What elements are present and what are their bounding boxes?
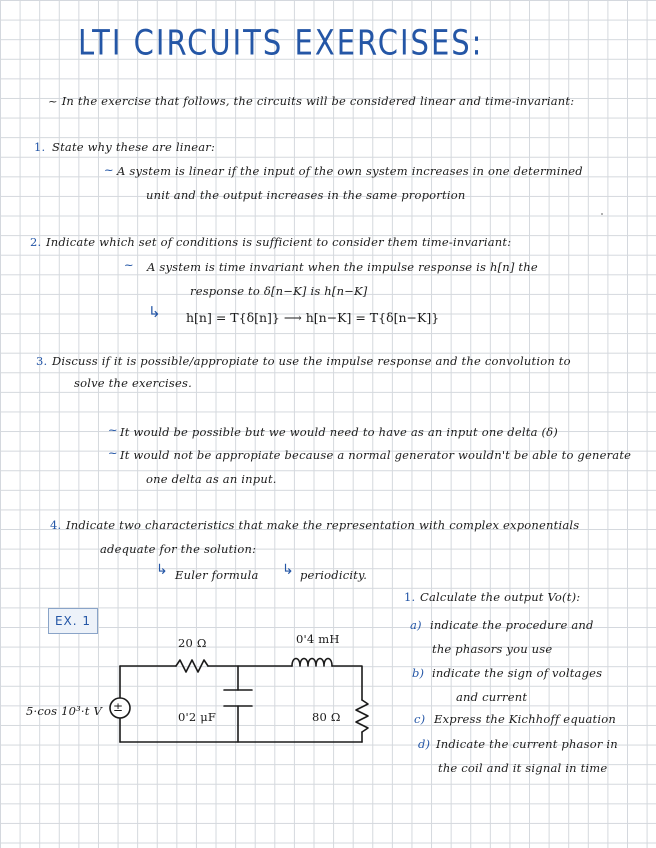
resistor-r2 xyxy=(356,700,368,732)
item-b-letter: b) xyxy=(412,666,425,680)
item-a-letter: a) xyxy=(410,618,422,632)
task-text: Calculate the output Vo(t): xyxy=(420,590,581,604)
q4-char1: Euler formula xyxy=(175,568,259,582)
capacitor-label: 0'2 μF xyxy=(178,710,217,724)
exercise-label: EX. 1 xyxy=(48,608,98,634)
item-b-line2: and current xyxy=(456,690,528,704)
q4-char2: periodicity. xyxy=(300,568,368,582)
item-a-line1: indicate the procedure and xyxy=(430,618,594,632)
hook-arrow-icon: ↳ xyxy=(282,562,294,578)
q4-number: 4. xyxy=(50,518,62,532)
tilde-bullet-icon: ~ xyxy=(108,446,118,460)
tilde-bullet-icon: ~ xyxy=(108,423,118,437)
q1-answer-line1: A system is linear if the input of the own system increases in one determined xyxy=(117,164,583,178)
page-title: LTI CIRCUITS EXERCISES: xyxy=(78,22,484,63)
item-b-line1: indicate the sign of voltages xyxy=(432,666,603,680)
task-number: 1. xyxy=(404,590,416,604)
q3-answer2-line2: one delta as an input. xyxy=(146,472,277,486)
source-label: 5·cos 10³·t V xyxy=(26,704,102,718)
q3-text-line2: solve the exercises. xyxy=(74,376,192,390)
q1-answer-line2: unit and the output increases in the same proportion xyxy=(146,188,466,202)
q3-text-line1: Discuss if it is possible/appropiate to use the impulse response and the convolution to xyxy=(52,354,571,368)
item-d-line1: Indicate the current phasor in xyxy=(436,737,618,751)
q2-number: 2. xyxy=(30,235,42,249)
inductor-coil xyxy=(292,659,332,667)
q1-text: State why these are linear: xyxy=(52,140,216,154)
hook-arrow-icon: ↳ xyxy=(148,303,161,321)
r2-label: 80 Ω xyxy=(312,710,341,724)
q1-number: 1. xyxy=(34,140,46,154)
source-sign: ± xyxy=(113,700,124,714)
q3-answer2-line1: It would not be appropiate because a normal generator wouldn't be able to generate xyxy=(120,448,632,462)
hook-arrow-icon: ↳ xyxy=(156,562,168,578)
item-a-line2: the phasors you use xyxy=(432,642,553,656)
item-d-line2: the coil and it signal in time xyxy=(438,761,608,775)
r1-label: 20 Ω xyxy=(178,636,207,650)
intro-text: ~ In the exercise that follows, the circuits will be considered linear and time-invariant: xyxy=(48,94,575,108)
q4-text-line1: Indicate two characteristics that make the representation with complex exponentials xyxy=(66,518,580,532)
tilde-bullet-icon: ~ xyxy=(104,163,114,177)
q2-answer-line2: response to δ[n−K] is h[n−K] xyxy=(190,284,368,298)
item-c-letter: c) xyxy=(414,712,426,726)
q2-text: Indicate which set of conditions is sufficient to consider them time-invariant: xyxy=(46,235,512,249)
item-c-line1: Express the Kichhoff equation xyxy=(434,712,616,726)
tilde-bullet-icon: ~ xyxy=(124,258,134,272)
q3-answer1: It would be possible but we would need to have as an input one delta (δ) xyxy=(120,425,558,439)
inductor-label: 0'4 mH xyxy=(296,632,340,646)
q2-answer-line1: A system is time invariant when the impulse response is h[n] the xyxy=(147,260,538,274)
wire-top-right xyxy=(332,666,362,700)
item-d-letter: d) xyxy=(418,737,431,751)
q4-text-line2: adequate for the solution: xyxy=(100,542,257,556)
q2-formula: h[n] = T{δ[n]} ⟶ h[n−K] = T{δ[n−K]} xyxy=(186,310,440,325)
q3-number: 3. xyxy=(36,354,48,368)
resistor-r1 xyxy=(176,660,208,672)
